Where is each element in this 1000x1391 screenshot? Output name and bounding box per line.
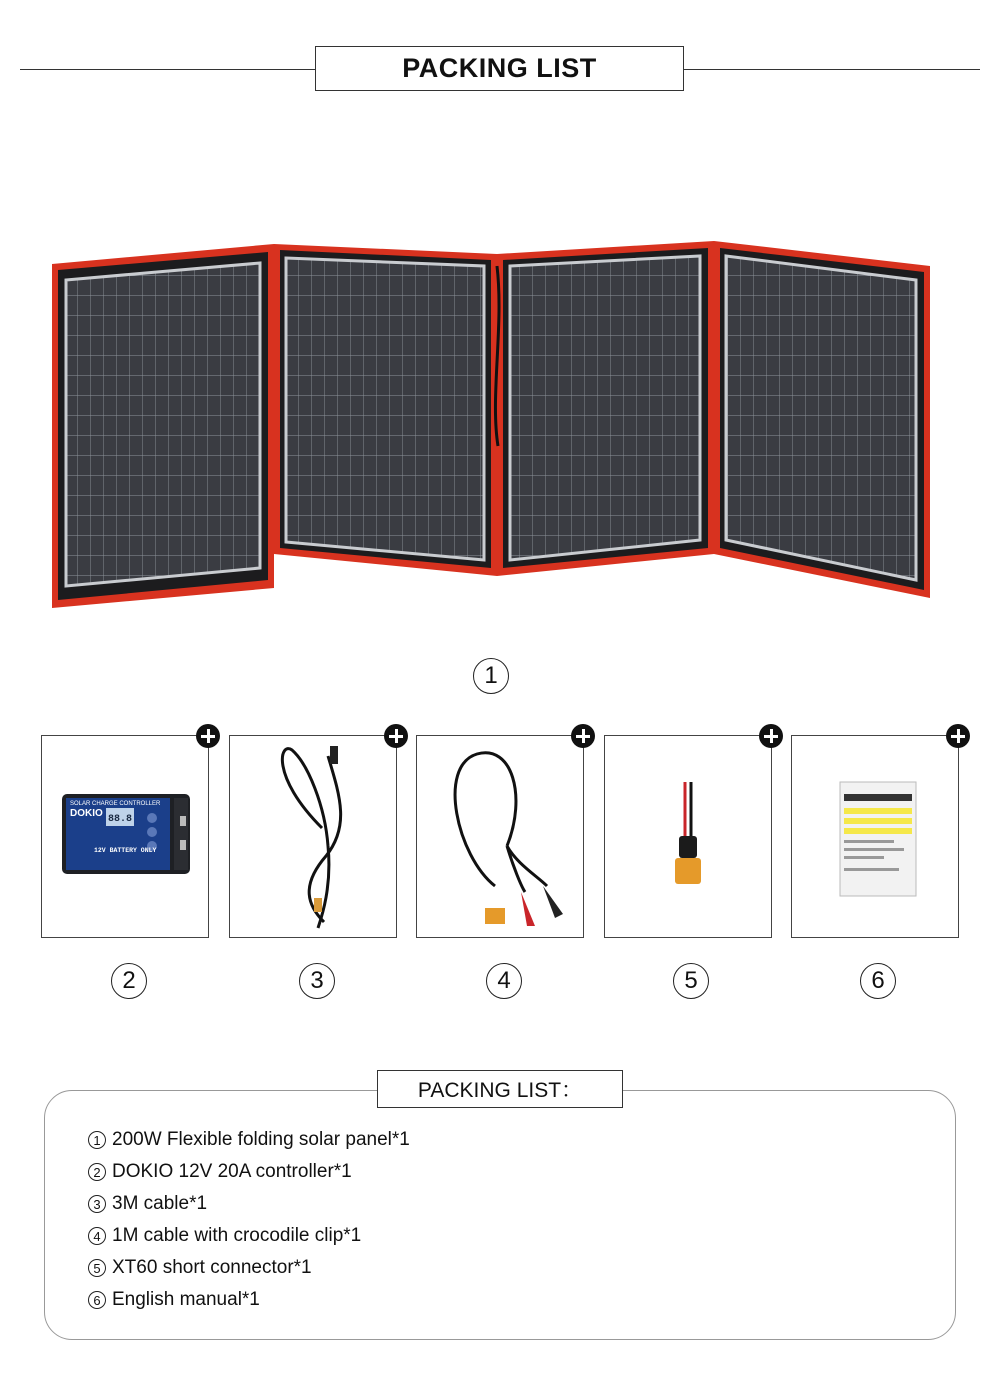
list-item: 3 3M cable*1 bbox=[88, 1188, 410, 1220]
list-item: 1 200W Flexible folding solar panel*1 bbox=[88, 1124, 410, 1156]
list-item: 5 XT60 short connector*1 bbox=[88, 1252, 410, 1284]
panel-section-2 bbox=[274, 244, 497, 576]
controller-brand: DOKIO bbox=[70, 808, 103, 819]
controller-display: 88.8 bbox=[108, 814, 133, 825]
header-rule-right bbox=[684, 69, 980, 70]
item-card-3m-cable[interactable] bbox=[229, 735, 397, 938]
panel-section-4 bbox=[714, 241, 930, 598]
controller-image bbox=[42, 736, 210, 939]
packing-list-title: PACKING LIST： bbox=[377, 1070, 623, 1108]
item-number-label: 2 bbox=[111, 963, 147, 999]
panel-number-label: 1 bbox=[473, 658, 509, 694]
item-number-label: 5 bbox=[673, 963, 709, 999]
item-number-label: 3 bbox=[299, 963, 335, 999]
item-card-controller[interactable] bbox=[41, 735, 209, 938]
controller-battery-label: 12V BATTERY ONLY bbox=[94, 847, 157, 854]
list-item: 2 DOKIO 12V 20A controller*1 bbox=[88, 1156, 410, 1188]
list-item: 4 1M cable with crocodile clip*1 bbox=[88, 1220, 410, 1252]
item-number-label: 6 bbox=[860, 963, 896, 999]
controller-heading: SOLAR CHARGE CONTROLLER bbox=[70, 801, 161, 807]
panel-section-1 bbox=[52, 244, 274, 608]
solar-panel-svg bbox=[52, 236, 932, 608]
solar-panel-image bbox=[52, 236, 932, 608]
item-number-label: 4 bbox=[486, 963, 522, 999]
item-card-xt60-connector[interactable] bbox=[604, 735, 772, 938]
page-title: PACKING LIST bbox=[315, 46, 684, 91]
manual-image bbox=[792, 736, 960, 939]
list-item: 6 English manual*1 bbox=[88, 1284, 410, 1316]
item-card-manual[interactable] bbox=[791, 735, 959, 938]
packing-list bbox=[88, 1124, 410, 1316]
cable-image bbox=[230, 736, 398, 939]
xt60-image bbox=[605, 736, 773, 939]
panel-section-3 bbox=[497, 241, 714, 576]
crocodile-cable-image bbox=[417, 736, 585, 939]
item-card-crocodile-cable[interactable] bbox=[416, 735, 584, 938]
header-rule-left bbox=[20, 69, 315, 70]
